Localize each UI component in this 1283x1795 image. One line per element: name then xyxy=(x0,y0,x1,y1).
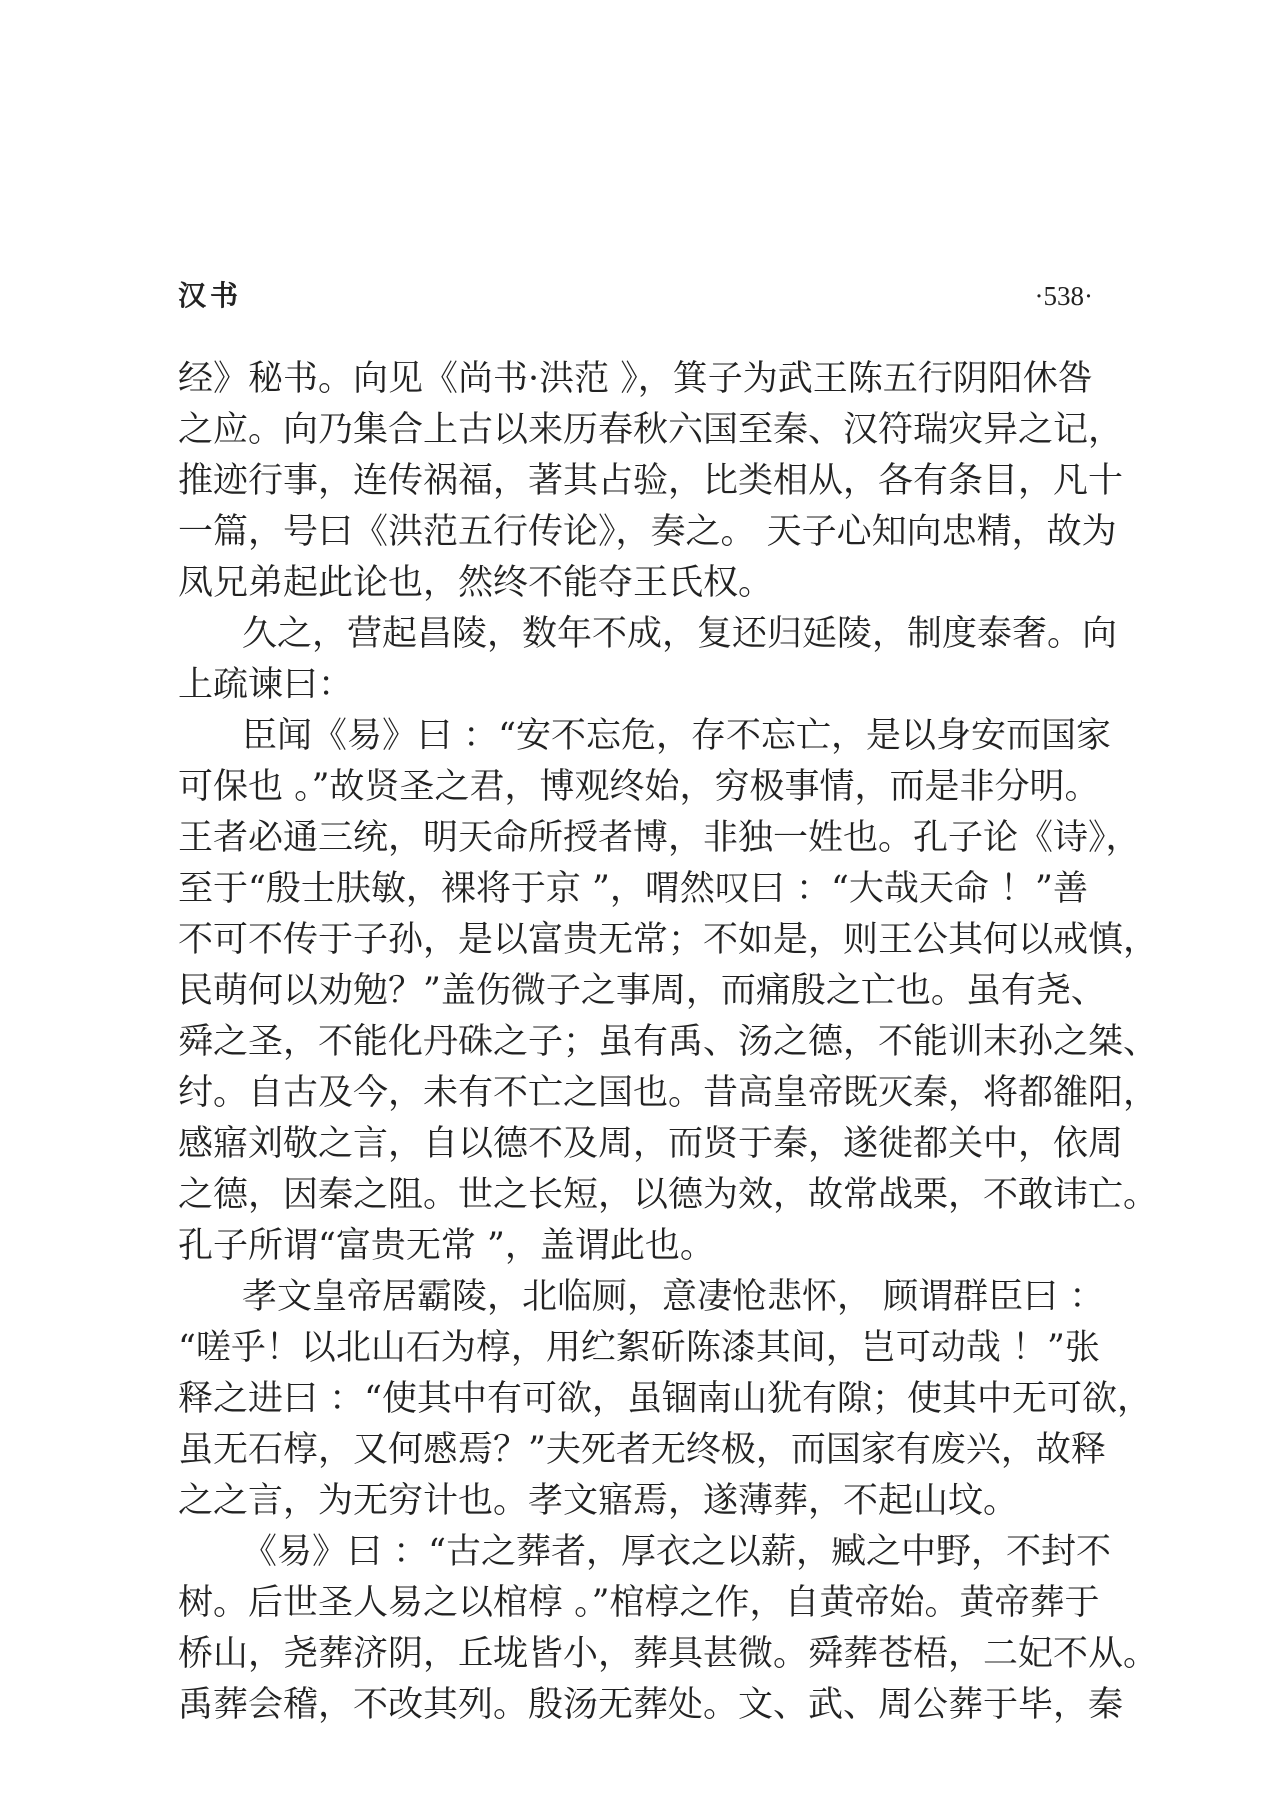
page-number: ·538· xyxy=(1034,281,1093,311)
text-line: 凤兄弟起此论也，然终不能夺王氏权。 xyxy=(178,563,774,603)
text-line: 可保也 。”故贤圣之君，博观终始，穷极事情，而是非分明。 xyxy=(178,767,1100,807)
text-line: “嗟乎！以北山石为椁，用纻絮斫陈漆其间，岂可动哉 ！”张 xyxy=(178,1328,1100,1368)
text-line: 王者必通三统，明天命所授者博，非独一姓也。孔子论《诗》， xyxy=(178,818,1141,858)
text-line: 之应。向乃集合上古以来历春秋六国至秦、汉符瑞灾异之记， xyxy=(178,410,1124,450)
running-header xyxy=(178,276,1093,316)
text-line: 孔子所谓“富贵无常 ”，盖谓此也。 xyxy=(178,1226,715,1266)
text-line: 经》秘书。向见《尚书·洪范 》，箕子为武王陈五行阴阳休咎 xyxy=(178,359,1093,399)
text-line: 孝文皇帝居霸陵，北临厕，意凄怆悲怀， 顾谓群臣曰 ： xyxy=(242,1277,1105,1317)
text-line: 树。后世圣人易之以棺椁 。”棺椁之作，自黄帝始。黄帝葬于 xyxy=(178,1583,1100,1623)
text-line: 民萌何以劝勉？”盖伤微子之事周，而痛殷之亡也。虽有尧、 xyxy=(178,971,1106,1011)
text-line: 推迹行事，连传祸福，著其占验，比类相从，各有条目，凡十 xyxy=(178,461,1124,501)
text-line: 《易》曰 ：“古之葬者，厚衣之以薪，臧之中野，不封不 xyxy=(242,1532,1112,1572)
text-line: 释之进曰 ：“使其中有可欲，虽锢南山犹有隙；使其中无可欲， xyxy=(178,1379,1153,1419)
text-line: 禹葬会稽，不改其列。殷汤无葬处。文、武、周公葬于毕，秦 xyxy=(178,1685,1124,1725)
text-line: 一篇，号曰《洪范五行传论》，奏之。 天子心知向忠精，故为 xyxy=(178,512,1117,552)
book-title: 汉书 xyxy=(178,279,243,312)
text-line: 舜之圣，不能化丹硃之子；虽有禹、汤之德，不能训末孙之桀、 xyxy=(178,1022,1159,1062)
body-text xyxy=(178,354,1159,1731)
text-line: 不可不传于子孙，是以富贵无常；不如是，则王公其何以戒慎， xyxy=(178,920,1159,960)
text-line: 纣。自古及今，未有不亡之国也。昔高皇帝既灭秦，将都雒阳， xyxy=(178,1073,1159,1113)
text-line: 久之，营起昌陵，数年不成，复还归延陵，制度泰奢。向 xyxy=(242,614,1118,654)
text-line: 桥山，尧葬济阴，丘垅皆小，葬具甚微。舜葬苍梧，二妃不从。 xyxy=(178,1634,1159,1674)
text-line: 虽无石椁，又何慼焉？”夫死者无终极，而国家有废兴，故释 xyxy=(178,1430,1106,1470)
text-line: 感寤刘敬之言，自以德不及周，而贤于秦，遂徙都关中，依周 xyxy=(178,1124,1124,1164)
text-line: 至于“殷士肤敏，裸将于京 ”，喟然叹曰 ：“大哉天命 ！”善 xyxy=(178,869,1088,909)
text-line: 臣闻《易》曰 ：“安不忘危，存不忘亡，是以身安而国家 xyxy=(242,716,1112,756)
text-line: 上疏谏曰： xyxy=(178,665,354,705)
text-line: 之之言，为无穷计也。孝文寤焉，遂薄葬，不起山坟。 xyxy=(178,1481,1019,1521)
text-line: 之德，因秦之阻。世之长短，以德为效，故常战栗，不敢讳亡。 xyxy=(178,1175,1159,1215)
